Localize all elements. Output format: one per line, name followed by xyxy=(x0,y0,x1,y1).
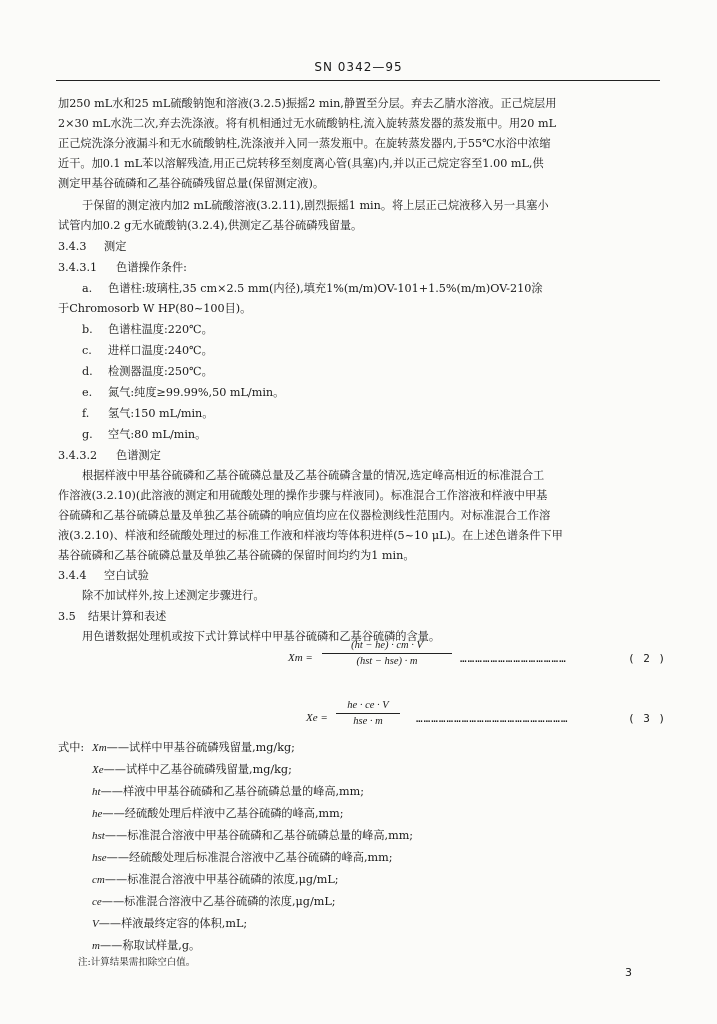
equation-3-leader: …………………………………………………… xyxy=(416,712,569,725)
symbol: ht xyxy=(92,786,101,798)
equation-2-lhs: Xm = xyxy=(288,652,313,664)
section-3-5 xyxy=(58,607,166,626)
section-3-4-3-2 xyxy=(58,446,161,465)
intro-line-1: 加250 mL水和25 mL硫酸钠饱和溶液(3.2.5)振摇2 min,静置至分层。弃去乙腈水溶液。正己烷层用 xyxy=(58,97,557,110)
equation-3-lhs: Xe = xyxy=(306,712,328,724)
intro-line-2: 2×30 mL水洗二次,弃去洗涤液。将有机相通过无水硫酸钠柱,流入旋转蒸发器的蒸发瓶中。用20 mL xyxy=(58,117,557,130)
body-line: 基谷硫磷和乙基谷硫磷总量及单独乙基谷硫磷的保留时间均约为1 min。 xyxy=(58,549,415,562)
definition-item: ce——标准混合溶液中乙基谷硫磷的浓度,μg/mL; xyxy=(92,895,336,908)
equation-3-numerator: he · ce · V xyxy=(347,700,389,711)
condition-item: c. 进样口温度:240℃。 xyxy=(82,344,213,357)
symbol: cm xyxy=(92,874,105,886)
condition-item: 于Chromosorb W HP(80~100目)。 xyxy=(58,302,252,315)
symbol: hst xyxy=(92,830,105,842)
section-number: 3.4.3.1 xyxy=(58,261,98,274)
body-line: 作溶液(3.2.10)(此溶液的测定和用硫酸处理的操作步骤与样液同)。标准混合工作溶液和样液中甲基 xyxy=(58,489,548,502)
definition-item: cm——标准混合溶液中甲基谷硫磷的浓度,μg/mL; xyxy=(92,873,339,886)
section-number: 3.4.3 xyxy=(58,240,87,253)
definition-item: Xe——试样中乙基谷硫磷残留量,mg/kg; xyxy=(92,763,292,776)
section-number: 3.4.4 xyxy=(58,569,87,582)
equation-3-fraction xyxy=(336,700,400,727)
page-header: SN 0342—95 xyxy=(314,60,403,74)
symbol: hse xyxy=(92,852,107,864)
body-line: 液(3.2.10)、样液和经硫酸处理过的标准工作液和样液均等体积进样(5~10 μL)。在上述色谱条件下甲 xyxy=(58,529,563,542)
section-title: 测定 xyxy=(104,240,127,253)
section-3-4-3 xyxy=(58,237,126,256)
equation-2-denominator: (hst − hse) · m xyxy=(356,656,418,667)
equation-2-fraction xyxy=(322,640,452,667)
condition-item: e. 氮气:纯度≥99.99%,50 mL/min。 xyxy=(82,386,285,399)
condition-item: d. 检测器温度:250℃。 xyxy=(82,365,213,378)
condition-item: a. 色谱柱:玻璃柱,35 cm×2.5 mm(内径),填充1%(m/m)OV-101+1.5%(m/m)OV-210涂 xyxy=(82,282,543,295)
para2-line-2: 试管内加0.2 g无水硫酸钠(3.2.4),供测定乙基谷硫磷残留量。 xyxy=(58,219,363,232)
definition-item: hse——经硫酸处理后标准混合溶液中乙基谷硫磷的峰高,mm; xyxy=(92,851,393,864)
section-title: 结果计算和表述 xyxy=(88,610,167,623)
symbol: Xm xyxy=(92,742,107,754)
definition-item: V——样液最终定容的体积,mL; xyxy=(92,917,248,930)
definition-item: m——称取试样量,g。 xyxy=(92,939,201,952)
symbol: m xyxy=(92,940,100,952)
condition-item: b. 色谱柱温度:220℃。 xyxy=(82,323,213,336)
para2-line-1: 于保留的测定液内加2 mL硫酸溶液(3.2.11),剧烈振摇1 min。将上层正己烷液移入另一具塞小 xyxy=(82,199,549,212)
section-number: 3.4.3.2 xyxy=(58,449,98,462)
body-line: 根据样液中甲基谷硫磷和乙基谷硫磷总量及乙基谷硫磷含量的情况,选定峰高相近的标准混合工 xyxy=(82,469,545,482)
body-line: 谷硫磷和乙基谷硫磷总量及单独乙基谷硫磷的响应值均应在仪器检测线性范围内。对标准混合工作溶 xyxy=(58,509,551,522)
equation-3-number: ( 3 ) xyxy=(628,712,667,725)
definitions-lead: 式中: xyxy=(58,741,85,754)
equation-2-numerator: (ht − he) · cm · V xyxy=(351,640,423,651)
equation-2-number: ( 2 ) xyxy=(628,652,667,665)
definition-item: Xm——试样中甲基谷硫磷残留量,mg/kg; xyxy=(92,741,295,754)
definition-item: ht——样液中甲基谷硫磷和乙基谷硫磷总量的峰高,mm; xyxy=(92,785,365,798)
condition-item: f. 氢气:150 mL/min。 xyxy=(82,407,214,420)
section-number: 3.5 xyxy=(58,610,76,623)
symbol: V xyxy=(92,918,99,930)
section-3-4-4 xyxy=(58,566,149,585)
header-rule xyxy=(56,80,660,81)
equation-3-denominator: hse · m xyxy=(353,716,383,727)
intro-line-4: 近干。加0.1 mL苯以溶解残渣,用正己烷转移至刻度离心管(具塞)内,并以正己烷定容至1.00 mL,供 xyxy=(58,157,544,170)
intro-line-5: 测定甲基谷硫磷和乙基谷硫磷残留总量(保留测定液)。 xyxy=(58,177,325,190)
page-number: 3 xyxy=(625,966,632,979)
condition-item: g. 空气:80 mL/min。 xyxy=(82,428,207,441)
definition-item: he——经硫酸处理后样液中乙基谷硫磷的峰高,mm; xyxy=(92,807,344,820)
symbol: ce xyxy=(92,896,102,908)
equation-2-leader: …………………………………… xyxy=(460,652,567,665)
definition-item: hst——标准混合溶液中甲基谷硫磷和乙基谷硫磷总量的峰高,mm; xyxy=(92,829,414,842)
body-line: 用色谱数据处理机或按下式计算试样中甲基谷硫磷和乙基谷硫磷的含量。 xyxy=(82,630,441,643)
section-3-4-3-1 xyxy=(58,258,187,277)
body-line: 除不加试样外,按上述测定步骤进行。 xyxy=(82,589,265,602)
section-title: 色谱测定 xyxy=(116,449,161,462)
section-title: 空白试验 xyxy=(104,569,149,582)
footnote: 注:计算结果需扣除空白值。 xyxy=(78,957,196,968)
intro-line-3: 正己烷洗涤分液漏斗和无水硫酸钠柱,洗涤液并入同一蒸发瓶中。在旋转蒸发器内,于55℃水浴中浓缩 xyxy=(58,137,551,150)
symbol: he xyxy=(92,808,103,820)
symbol: Xe xyxy=(92,764,104,776)
section-title: 色谱操作条件: xyxy=(116,261,187,274)
